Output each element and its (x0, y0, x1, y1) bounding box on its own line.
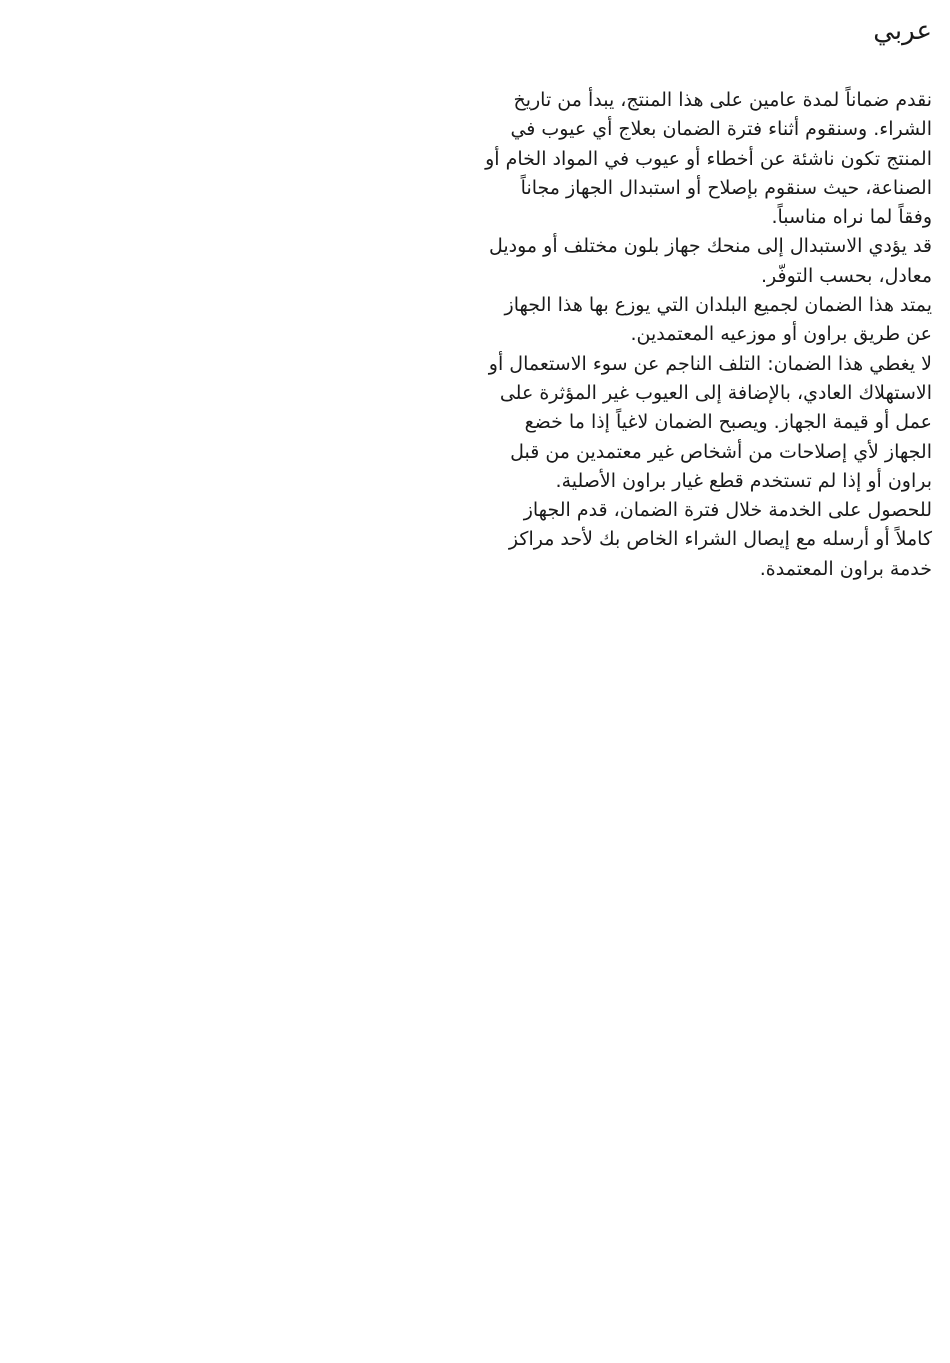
paragraph-coverage: يمتد هذا الضمان لجميع البلدان التي يوزع بها هذا الجهاز عن طريق براون أو موزعيه المعتمدين. (504, 294, 932, 346)
paragraph-replacement: قد يؤدي الاستبدال إلى منحك جهاز بلون مختلف أو موديل معادل، بحسب التوفّر. (488, 235, 932, 287)
paragraph-warranty-terms: نقدم ضماناً لمدة عامين على هذا المنتج، يبدأ من تاريخ الشراء. وسنقوم أثناء فترة الضمان بعلاج أي عيوب في المنتج تكون ناشئة عن أخطاء أو عيوب في المواد الخام أو الصناعة، حيث سنقوم بإصلاح أو استبدال الجهاز مجاناً وفقاً لما نراه مناسباً. (485, 89, 932, 229)
warranty-text (482, 86, 932, 584)
paragraph-exclusions: لا يغطي هذا الضمان: التلف الناجم عن سوء الاستعمال أو الاستهلاك العادي، بالإضافة إلى العيوب غير المؤثرة على عمل أو قيمة الجهاز. ويصبح الضمان لاغياً إذا ما خضع الجهاز لأي إصلاحات من أشخاص غير معتمدين من قبل براون أو إذا لم تستخدم قطع غيار براون الأصلية. (488, 352, 932, 492)
language-heading: عربي (873, 16, 932, 46)
paragraph-service: للحصول على الخدمة خلال فترة الضمان، قدم الجهاز كاملاً أو أرسله مع إيصال الشراء الخاص بك لأحد مراكز خدمة براون المعتمدة. (508, 499, 932, 580)
